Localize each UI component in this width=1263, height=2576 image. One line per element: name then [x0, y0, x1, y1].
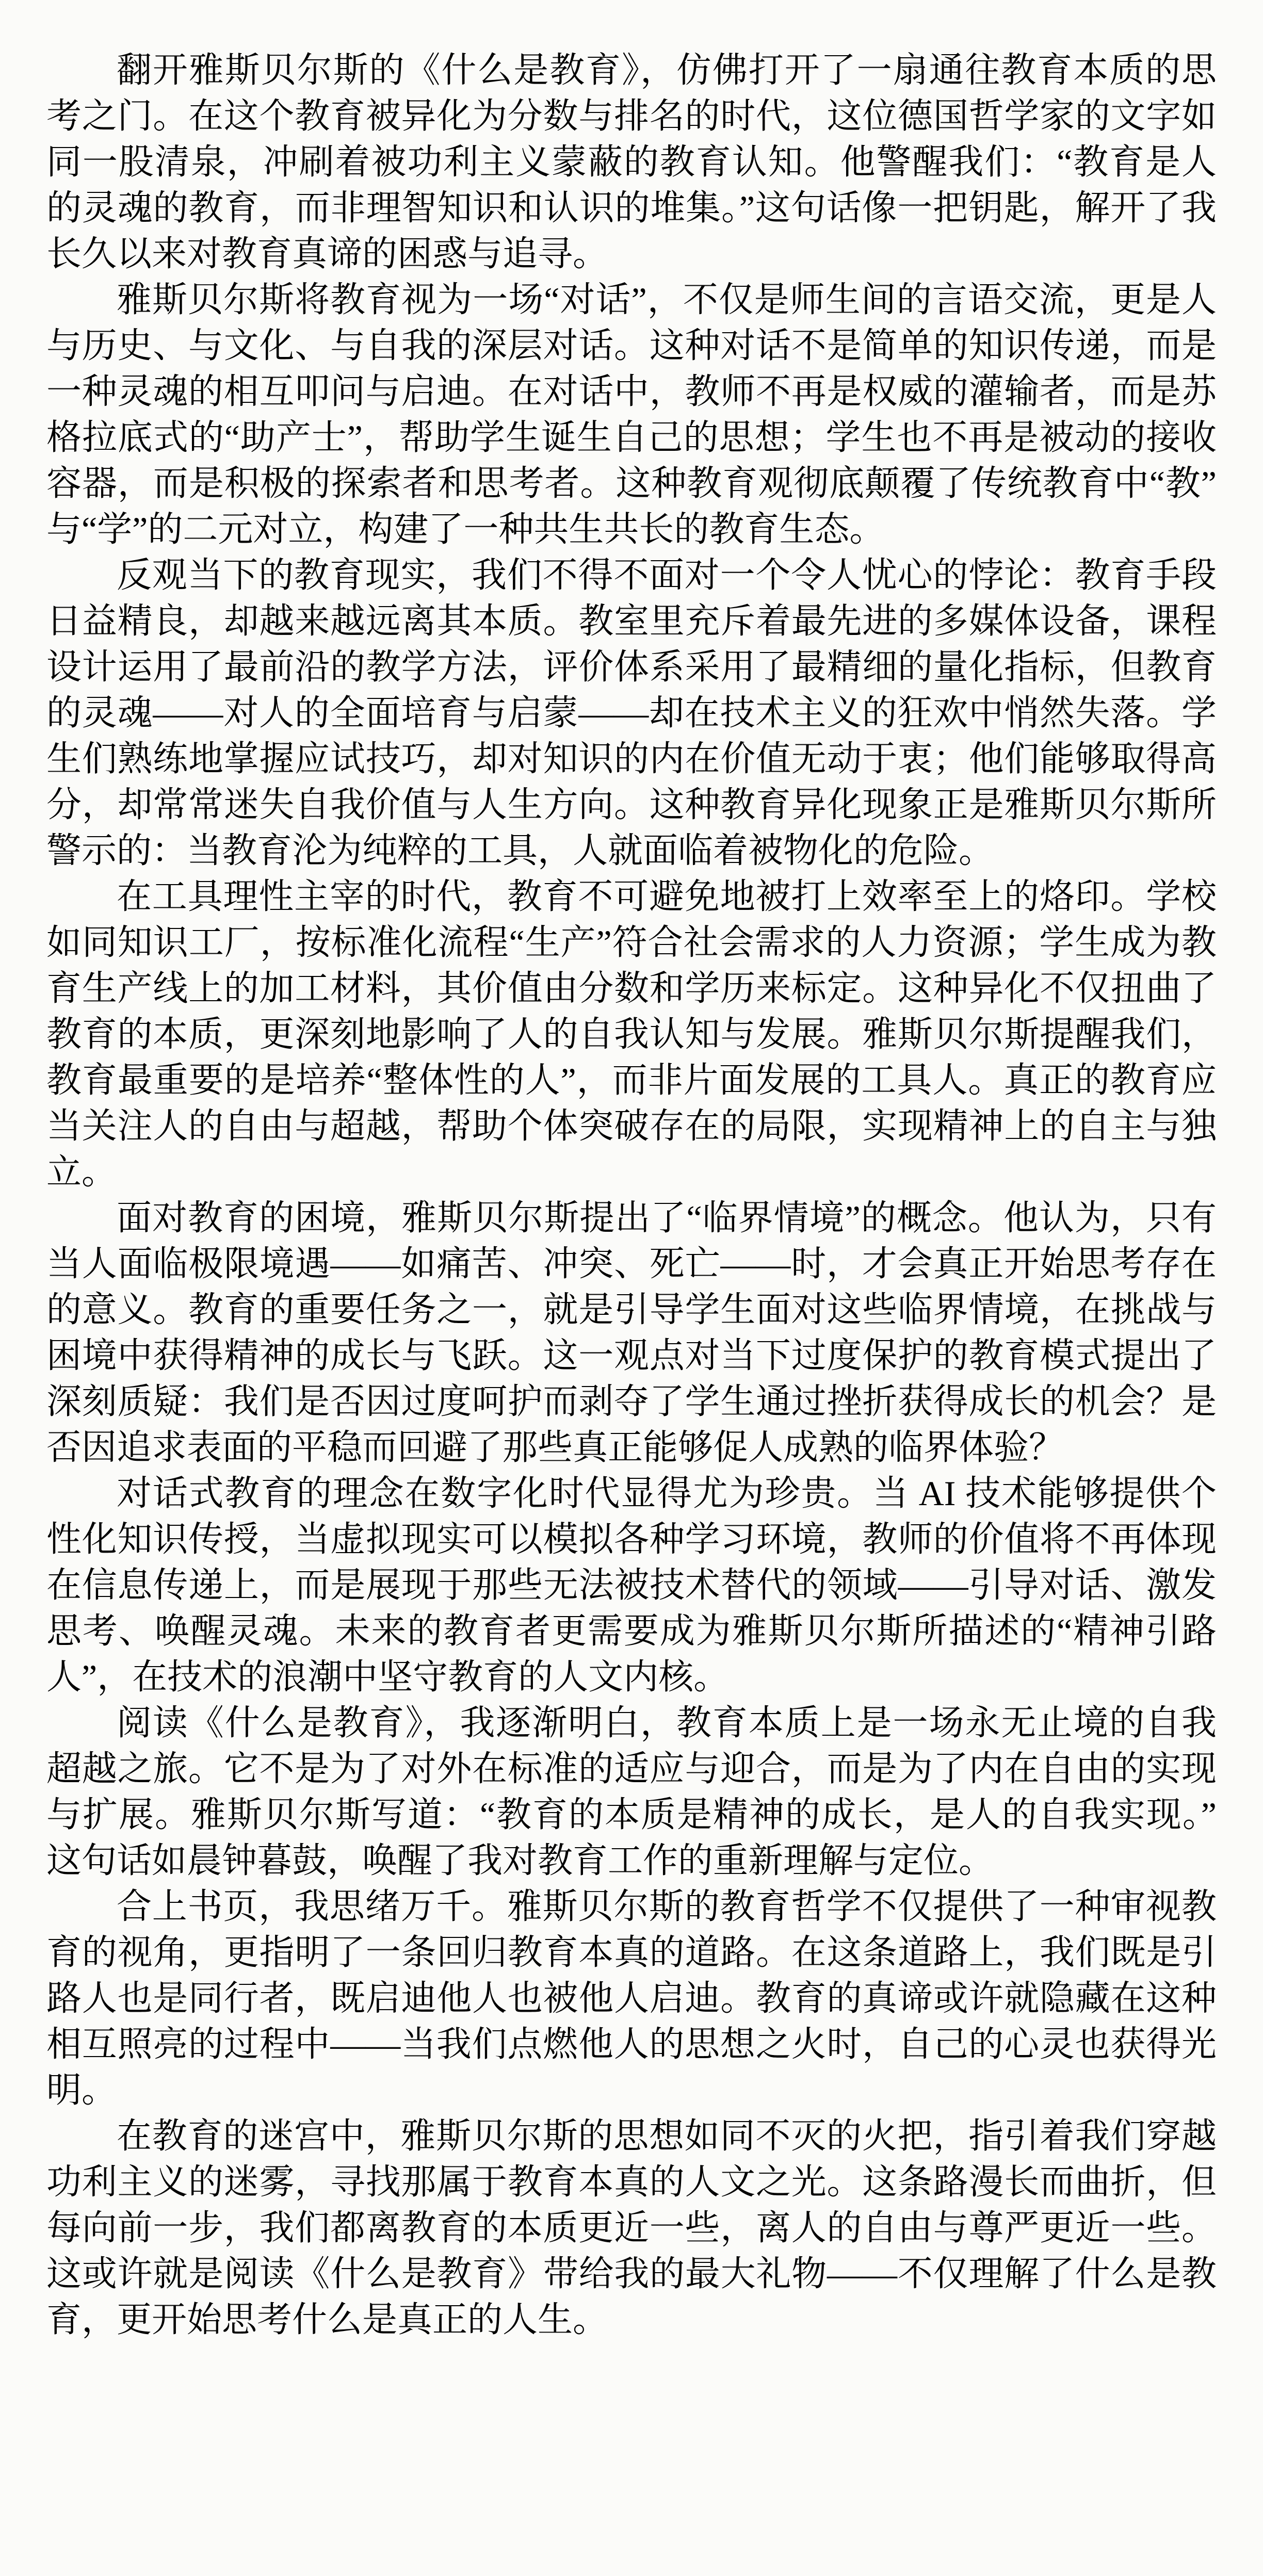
- essay-paragraph: 翻开雅斯贝尔斯的《什么是教育》，仿佛打开了一扇通往教育本质的思考之门。在这个教育被异化为分数与排名的时代，这位德国哲学家的文字如同一股清泉，冲刷着被功利主义蒙蔽的教育认知。他警醒我们：“教育是人的灵魂的教育，而非理智知识和认识的堆集。”这句话像一把钥匙，解开了我长久以来对教育真谛的困惑与追寻。: [46, 51, 1217, 273]
- essay-paragraph: 在教育的迷宫中，雅斯贝尔斯的思想如同不灭的火把，指引着我们穿越功利主义的迷雾，寻找那属于教育本真的人文之光。这条路漫长而曲折，但每向前一步，我们都离教育的本质更近一些，离人的自由与尊严更近一些。这或许就是阅读《什么是教育》带给我的最大礼物——不仅理解了什么是教育，更开始思考什么是真正的人生。: [46, 2116, 1217, 2339]
- essay-paragraph: 对话式教育的理念在数字化时代显得尤为珍贵。当 AI 技术能够提供个性化知识传授，当虚拟现实可以模拟各种学习环境，教师的价值将不再体现在信息传递上，而是展现于那些无法被技术替代的领域——引导对话、激发思考、唤醒灵魂。未来的教育者更需要成为雅斯贝尔斯所描述的“精神引路人”，在技术的浪潮中坚守教育的人文内核。: [46, 1474, 1217, 1697]
- essay-paragraph: 阅读《什么是教育》，我逐渐明白，教育本质上是一场永无止境的自我超越之旅。它不是为了对外在标准的适应与迎合，而是为了内在自由的实现与扩展。雅斯贝尔斯写道：“教育的本质是精神的成长，是人的自我实现。”这句话如晨钟暮鼓，唤醒了我对教育工作的重新理解与定位。: [46, 1703, 1217, 1880]
- essay-paragraph: 雅斯贝尔斯将教育视为一场“对话”，不仅是师生间的言语交流，更是人与历史、与文化、与自我的深层对话。这种对话不是简单的知识传递，而是一种灵魂的相互叩问与启迪。在对话中，教师不再是权威的灌输者，而是苏格拉底式的“助产士”，帮助学生诞生自己的思想；学生也不再是被动的接收容器，而是积极的探索者和思考者。这种教育观彻底颠覆了传统教育中“教”与“学”的二元对立，构建了一种共生共长的教育生态。: [46, 280, 1217, 549]
- essay-paragraph: 在工具理性主宰的时代，教育不可避免地被打上效率至上的烙印。学校如同知识工厂，按标准化流程“生产”符合社会需求的人力资源；学生成为教育生产线上的加工材料，其价值由分数和学历来标定。这种异化不仅扭曲了教育的本质，更深刻地影响了人的自我认知与发展。雅斯贝尔斯提醒我们，教育最重要的是培养“整体性的人”，而非片面发展的工具人。真正的教育应当关注人的自由与超越，帮助个体突破存在的局限，实现精神上的自主与独立。: [46, 877, 1217, 1192]
- essay-paragraph: 反观当下的教育现实，我们不得不面对一个令人忧心的悖论：教育手段日益精良，却越来越远离其本质。教室里充斥着最先进的多媒体设备，课程设计运用了最前沿的教学方法，评价体系采用了最精细的量化指标，但教育的灵魂——对人的全面培育与启蒙——却在技术主义的狂欢中悄然失落。学生们熟练地掌握应试技巧，却对知识的内在价值无动于衷；他们能够取得高分，却常常迷失自我价值与人生方向。这种教育异化现象正是雅斯贝尔斯所警示的：当教育沦为纯粹的工具，人就面临着被物化的危险。: [46, 556, 1217, 870]
- essay-paragraph: 合上书页，我思绪万千。雅斯贝尔斯的教育哲学不仅提供了一种审视教育的视角，更指明了一条回归教育本真的道路。在这条道路上，我们既是引路人也是同行者，既启迪他人也被他人启迪。教育的真谛或许就隐藏在这种相互照亮的过程中——当我们点燃他人的思想之火时，自己的心灵也获得光明。: [46, 1887, 1217, 2110]
- essay-paragraph: 面对教育的困境，雅斯贝尔斯提出了“临界情境”的概念。他认为，只有当人面临极限境遇——如痛苦、冲突、死亡——时，才会真正开始思考存在的意义。教育的重要任务之一，就是引导学生面对这些临界情境，在挑战与困境中获得精神的成长与飞跃。这一观点对当下过度保护的教育模式提出了深刻质疑：我们是否因过度呵护而剥夺了学生通过挫折获得成长的机会？是否因追求表面的平稳而回避了那些真正能够促人成熟的临界体验？: [46, 1198, 1217, 1467]
